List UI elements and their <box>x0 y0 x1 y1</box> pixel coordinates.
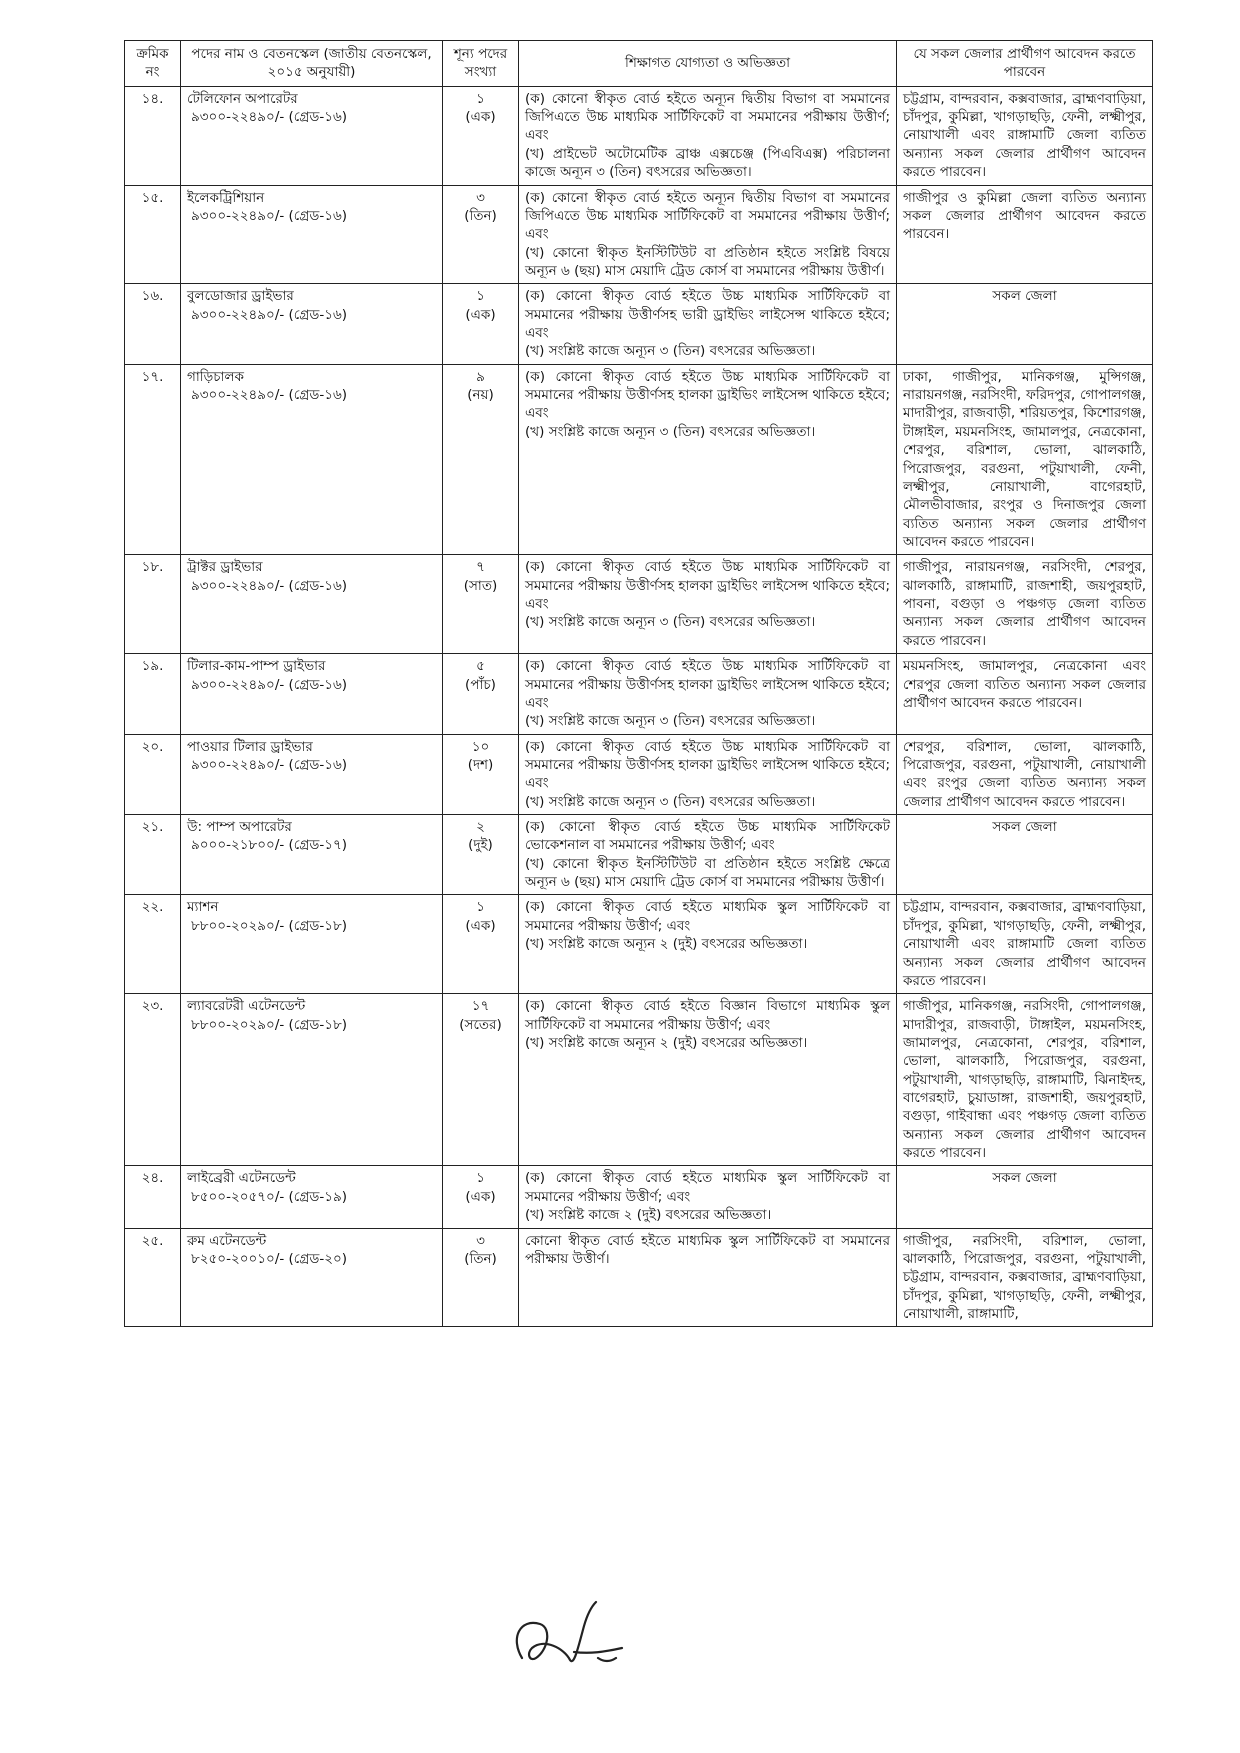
eligible-districts: সকল জেলা <box>897 284 1153 364</box>
vacancy-count: ৩ <box>476 1232 485 1249</box>
post-cell <box>181 1228 443 1327</box>
serial-number: ২৪. <box>125 1166 181 1228</box>
serial-number: ১৪. <box>125 86 181 185</box>
pay-scale: ৯৩০০-২২৪৯০/- (গ্রেড-১৬) <box>191 676 347 693</box>
vacancy-count-cell <box>443 994 519 1166</box>
qualification-cell <box>519 284 897 364</box>
serial-number: ২৩. <box>125 994 181 1166</box>
serial-number: ২২. <box>125 895 181 994</box>
table-row <box>125 1166 1153 1228</box>
eligible-districts: ময়মনসিংহ, জামালপুর, নেত্রকোনা এবং শেরপুর জেলা ব্যতিত অন্যান্য সকল জেলার প্রার্থীগণ আবেদন করতে পারবেন। <box>897 654 1153 734</box>
handwritten-signature-icon <box>500 1588 640 1678</box>
qualification-line: (ক) কোনো স্বীকৃত বোর্ড হইতে উচ্চ মাধ্যমিক সার্টিফিকেট বা সমমানের পরীক্ষায় উত্তীর্ণসহ হালকা ড্রাইভিং লাইসেন্স থাকিতে হইবে; এবং <box>525 559 890 613</box>
post-cell <box>181 815 443 895</box>
vacancy-count-word: (এক) <box>465 917 496 934</box>
vacancy-count: ১০ <box>471 738 490 755</box>
vacancy-count-cell <box>443 734 519 814</box>
vacancy-count: ১ <box>476 288 485 305</box>
header-count: শূন্য পদের সংখ্যা <box>443 41 519 87</box>
qualification-cell <box>519 86 897 185</box>
qualification-cell <box>519 1166 897 1228</box>
table-row <box>125 654 1153 734</box>
serial-number: ২১. <box>125 815 181 895</box>
vacancy-count: ৩ <box>476 189 485 206</box>
post-cell <box>181 86 443 185</box>
vacancy-count-cell <box>443 1228 519 1327</box>
vacancy-count-cell <box>443 815 519 895</box>
vacancy-count: ২ <box>476 819 485 836</box>
qualification-line: (খ) সংশ্লিষ্ট কাজে অন্যূন ৩ (তিন) বৎসরের অভিজ্ঞতা। <box>525 793 816 810</box>
table-row <box>125 185 1153 284</box>
table-row <box>125 1228 1153 1327</box>
pay-scale: ৯৩০০-২২৪৯০/- (গ্রেড-১৬) <box>191 387 347 404</box>
post-cell <box>181 895 443 994</box>
post-cell <box>181 185 443 284</box>
post-name: পাওয়ার টিলার ড্রাইভার <box>187 738 313 755</box>
serial-number: ১৮. <box>125 555 181 654</box>
vacancy-count: ১ <box>476 899 485 916</box>
qualification-cell <box>519 895 897 994</box>
post-name: রুম এটেনডেন্ট <box>187 1232 267 1249</box>
qualification-line: (ক) কোনো স্বীকৃত বোর্ড হইতে উচ্চ মাধ্যমিক সার্টিফিকেট ভোকেশনাল বা সমমানের পরীক্ষায় উত্তীর্ণ; এবং <box>525 819 890 854</box>
post-cell <box>181 364 443 555</box>
eligible-districts: সকল জেলা <box>897 1166 1153 1228</box>
eligible-districts: সকল জেলা <box>897 815 1153 895</box>
eligible-districts: গাজীপুর ও কুমিল্লা জেলা ব্যতিত অন্যান্য সকল জেলার প্রার্থীগণ আবেদন করতে পারবেন। <box>897 185 1153 284</box>
table-row <box>125 994 1153 1166</box>
vacancy-count-cell <box>443 86 519 185</box>
post-cell <box>181 654 443 734</box>
header-sl: ক্রমিক নং <box>125 41 181 87</box>
qualification-line: (খ) প্রাইভেট অটোমেটিক ব্রাঞ্চ এক্সচেঞ্জ (পিএবিএক্স) পরিচালনা কাজে অন্যূন ৩ (তিন) বৎসরের অভিজ্ঞতা। <box>525 145 890 181</box>
vacancy-count-word: (এক) <box>465 1188 496 1205</box>
qualification-cell <box>519 734 897 814</box>
vacancy-count-word: (তিন) <box>464 207 497 224</box>
post-name: গাড়িচালক <box>187 368 244 385</box>
table-body <box>125 86 1153 1327</box>
qualification-line: (ক) কোনো স্বীকৃত বোর্ড হইতে উচ্চ মাধ্যমিক সার্টিফিকেট বা সমমানের পরীক্ষায় উত্তীর্ণসহ হালকা ড্রাইভিং লাইসেন্স থাকিতে হইবে; এবং <box>525 658 890 711</box>
vacancy-table <box>124 40 1153 1327</box>
pay-scale: ৯৩০০-২২৪৯০/- (গ্রেড-১৬) <box>191 306 347 323</box>
post-name: উ: পাম্প অপারেটর <box>187 819 292 836</box>
qualification-line: (ক) কোনো স্বীকৃত বোর্ড হইতে উচ্চ মাধ্যমিক সার্টিফিকেট বা সমমানের পরীক্ষায় উত্তীর্ণসহ হালকা ড্রাইভিং লাইসেন্স থাকিতে হইবে; এবং <box>525 368 890 422</box>
pay-scale: ৯৩০০-২২৪৯০/- (গ্রেড-১৬) <box>191 207 347 224</box>
eligible-districts: চট্টগ্রাম, বান্দরবান, কক্সবাজার, ব্রাহ্মণবাড়িয়া, চাঁদপুর, কুমিল্লা, খাগড়াছড়ি, ফেনী, লক্ষ্মীপুর, নোয়াখালী এবং রাঙ্গামাটি জেলা ব্যতিত অন্যান্য সকল জেলার প্রার্থীগণ আবেদন করতে পারবেন। <box>897 895 1153 994</box>
post-name: লাইব্রেরী এটেনডেন্ট <box>187 1170 296 1187</box>
post-cell <box>181 555 443 654</box>
qualification-cell <box>519 185 897 284</box>
table-row <box>125 86 1153 185</box>
post-cell <box>181 284 443 364</box>
table-row <box>125 364 1153 555</box>
qualification-line: (খ) সংশ্লিষ্ট কাজে অন্যূন ২ (দুই) বৎসরের অভিজ্ঞতা। <box>525 1034 808 1051</box>
qualification-cell <box>519 555 897 654</box>
serial-number: ১৬. <box>125 284 181 364</box>
qualification-line: (খ) সংশ্লিষ্ট কাজে ২ (দুই) বৎসরের অভিজ্ঞতা। <box>525 1207 772 1224</box>
header-district: যে সকল জেলার প্রার্থীগণ আবেদন করতে পারবেন <box>897 41 1153 87</box>
vacancy-count-word: (সাত) <box>463 577 498 594</box>
vacancy-count-word: (তিন) <box>464 1250 497 1267</box>
vacancy-count-cell <box>443 555 519 654</box>
serial-number: ১৯. <box>125 654 181 734</box>
post-name: ম্যাশন <box>187 899 219 916</box>
qualification-line: (ক) কোনো স্বীকৃত বোর্ড হইতে বিজ্ঞান বিভাগে মাধ্যমিক স্কুল সার্টিফিকেট বা সমমানের পরীক্ষায় উত্তীর্ণ; এবং <box>525 998 890 1033</box>
qualification-cell <box>519 1228 897 1327</box>
vacancy-count: ১ <box>476 1170 485 1187</box>
pay-scale: ৯৩০০-২২৪৯০/- (গ্রেড-১৬) <box>191 109 347 126</box>
vacancy-count-cell <box>443 185 519 284</box>
qualification-cell <box>519 994 897 1166</box>
vacancy-count: ৫ <box>476 658 485 675</box>
eligible-districts: গাজীপুর, নরসিংদী, বরিশাল, ভোলা, ঝালকাঠি, পিরোজপুর, বরগুনা, পটুয়াখালী, চট্টগ্রাম, বান্দরবান, কক্সবাজার, ব্রাহ্মণবাড়িয়া, চাঁদপুর, কুমিল্লা, খাগড়াছড়ি, ফেনী, লক্ষ্মীপুর, নোয়াখালী, রাঙ্গামাটি, <box>897 1228 1153 1327</box>
header-post: পদের নাম ও বেতনস্কেল (জাতীয় বেতনস্কেল, ২০১৫ অনুযায়ী) <box>181 41 443 87</box>
vacancy-count-word: (দুই) <box>468 837 493 854</box>
table-row <box>125 284 1153 364</box>
vacancy-count: ৭ <box>476 559 485 576</box>
vacancy-count-cell <box>443 895 519 994</box>
pay-scale: ৯৩০০-২২৪৯০/- (গ্রেড-১৬) <box>191 756 347 773</box>
pay-scale: ৮২৫০-২০০১০/- (গ্রেড-২০) <box>191 1250 348 1267</box>
eligible-districts: চট্টগ্রাম, বান্দরবান, কক্সবাজার, ব্রাহ্মণবাড়িয়া, চাঁদপুর, কুমিল্লা, খাগড়াছড়ি, ফেনী, লক্ষ্মীপুর, নোয়াখালী এবং রাঙ্গামাটি জেলা ব্যতিত অন্যান্য সকল জেলার প্রার্থীগণ আবেদন করতে পারবেন। <box>897 86 1153 185</box>
pay-scale: ৯৩০০-২২৪৯০/- (গ্রেড-১৬) <box>191 577 347 594</box>
qualification-cell <box>519 654 897 734</box>
serial-number: ২০. <box>125 734 181 814</box>
post-cell <box>181 994 443 1166</box>
vacancy-count-word: (পাঁচ) <box>465 676 496 693</box>
qualification-line: (খ) সংশ্লিষ্ট কাজে অন্যূন ৩ (তিন) বৎসরের অভিজ্ঞতা। <box>525 614 816 631</box>
qualification-line: (খ) সংশ্লিষ্ট কাজে অন্যূন ২ (দুই) বৎসরের অভিজ্ঞতা। <box>525 936 808 953</box>
vacancy-count-word: (দশ) <box>467 756 494 773</box>
vacancy-count-word: (সতের) <box>459 1016 502 1033</box>
qualification-cell <box>519 364 897 555</box>
table-header-row <box>125 41 1153 87</box>
pay-scale: ৮৮০০-২০২৯০/- (গ্রেড-১৮) <box>191 917 347 934</box>
qualification-line: (ক) কোনো স্বীকৃত বোর্ড হইতে অন্যূন দ্বিতীয় বিভাগ বা সমমানের জিপিএতে উচ্চ মাধ্যমিক সার্টিফিকেট বা সমমানের পরীক্ষায় উত্তীর্ণ; এবং <box>525 189 890 243</box>
post-name: ইলেকট্রিশিয়ান <box>187 189 265 206</box>
qualification-line: (খ) কোনো স্বীকৃত ইনস্টিটিউট বা প্রতিষ্ঠান হইতে সংশ্লিষ্ট বিষয়ে অন্যূন ৬ (ছয়) মাস মেয়াদি ট্রেড কোর্স বা সমমানের পরীক্ষায় উত্তীর্ণ। <box>525 244 890 279</box>
serial-number: ১৫. <box>125 185 181 284</box>
vacancy-count-cell <box>443 284 519 364</box>
vacancy-count: ১ <box>476 90 485 107</box>
qualification-line: (খ) সংশ্লিষ্ট কাজে অন্যূন ৩ (তিন) বৎসরের অভিজ্ঞতা। <box>525 713 816 730</box>
table-row <box>125 895 1153 994</box>
post-name: ল্যাবরেটরী এটেনডেন্ট <box>187 998 306 1015</box>
vacancy-count-cell <box>443 1166 519 1228</box>
table-row <box>125 555 1153 654</box>
table-row <box>125 815 1153 895</box>
post-name: বুলডোজার ড্রাইভার <box>187 288 294 305</box>
eligible-districts: গাজীপুর, নারায়নগঞ্জ, নরসিংদী, শেরপুর, ঝালকাঠি, রাঙ্গামাটি, রাজশাহী, জয়পুরহাট, পাবনা, বগুড়া ও পঞ্চগড় জেলা ব্যতিত অন্যান্য সকল জেলার প্রার্থীগণ আবেদন করতে পারবেন। <box>897 555 1153 654</box>
vacancy-count: ১৭ <box>471 998 490 1015</box>
table-row <box>125 734 1153 814</box>
qualification-line: কোনো স্বীকৃত বোর্ড হইতে মাধ্যমিক স্কুল সার্টিফিকেট বা সমমানের পরীক্ষায় উত্তীর্ণ। <box>525 1232 890 1267</box>
header-qualification: শিক্ষাগত যোগ্যতা ও অভিজ্ঞতা <box>519 41 897 87</box>
serial-number: ১৭. <box>125 364 181 555</box>
vacancy-count-cell <box>443 364 519 555</box>
qualification-cell <box>519 815 897 895</box>
eligible-districts: ঢাকা, গাজীপুর, মানিকগঞ্জ, মুন্সিগঞ্জ, নারায়নগঞ্জ, নরসিংদী, ফরিদপুর, গোপালগঞ্জ, মাদারীপুর, রাজবাড়ী, শরিয়তপুর, কিশোরগঞ্জ, টাঙ্গাইল, ময়মনসিংহ, জামালপুর, নেত্রকোনা, শেরপুর, বরিশাল, ভোলা, ঝালকাঠি, পিরোজপুর, বরগুনা, পটুয়াখালী, ফেনী, লক্ষ্মীপুর, নোয়াখালী, বাগেরহাট, মৌলভীবাজার, রংপুর ও দিনাজপুর জেলা ব্যতিত অন্যান্য সকল জেলার প্রার্থীগণ আবেদন করতে পারবেন। <box>897 364 1153 555</box>
vacancy-count-word: (নয়) <box>467 387 494 404</box>
qualification-line: (ক) কোনো স্বীকৃত বোর্ড হইতে অন্যূন দ্বিতীয় বিভাগ বা সমমানের জিপিএতে উচ্চ মাধ্যমিক সার্টিফিকেট বা সমমানের পরীক্ষায় উত্তীর্ণ; এবং <box>525 90 890 144</box>
vacancy-count-cell <box>443 654 519 734</box>
eligible-districts: শেরপুর, বরিশাল, ভোলা, ঝালকাঠি, পিরোজপুর, বরগুনা, পটুয়াখালী, নোয়াখালী এবং রংপুর জেলা ব্যতিত অন্যান্য সকল জেলার প্রার্থীগণ আবেদন করতে পারবেন। <box>897 734 1153 814</box>
serial-number: ২৫. <box>125 1228 181 1327</box>
qualification-line: (খ) কোনো স্বীকৃত ইনস্টিটিউট বা প্রতিষ্ঠান হইতে সংশ্লিষ্ট ক্ষেত্রে অন্যূন ৬ (ছয়) মাস মেয়াদি ট্রেড কোর্স বা সমমানের পরীক্ষায় উত্তীর্ণ। <box>525 855 890 891</box>
qualification-line: (ক) কোনো স্বীকৃত বোর্ড হইতে উচ্চ মাধ্যমিক সার্টিফিকেট বা সমমানের পরীক্ষায় উত্তীর্ণসহ হালকা ড্রাইভিং লাইসেন্স থাকিতে হইবে; এবং <box>525 738 890 792</box>
qualification-line: (ক) কোনো স্বীকৃত বোর্ড হইতে মাধ্যমিক স্কুল সার্টিফিকেট বা সমমানের পরীক্ষায় উত্তীর্ণ; এবং <box>525 1170 890 1205</box>
vacancy-count-word: (এক) <box>465 306 496 323</box>
qualification-line: (খ) সংশ্লিষ্ট কাজে অন্যূন ৩ (তিন) বৎসরের অভিজ্ঞতা। <box>525 423 816 440</box>
vacancy-count: ৯ <box>476 368 485 385</box>
post-name: টিলার-কাম-পাম্প ড্রাইভার <box>187 658 326 675</box>
qualification-line: (খ) সংশ্লিষ্ট কাজে অন্যূন ৩ (তিন) বৎসরের অভিজ্ঞতা। <box>525 343 816 360</box>
post-name: ট্রাক্টর ড্রাইভার <box>187 559 263 576</box>
qualification-line: (ক) কোনো স্বীকৃত বোর্ড হইতে মাধ্যমিক স্কুল সার্টিফিকেট বা সমমানের পরীক্ষায় উত্তীর্ণ; এবং <box>525 899 890 934</box>
qualification-line: (ক) কোনো স্বীকৃত বোর্ড হইতে উচ্চ মাধ্যমিক সার্টিফিকেট বা সমমানের পরীক্ষায় উত্তীর্ণসহ ভারী ড্রাইভিং লাইসেন্স থাকিতে হইবে; এবং <box>525 288 890 342</box>
vacancy-count-word: (এক) <box>465 109 496 126</box>
eligible-districts: গাজীপুর, মানিকগঞ্জ, নরসিংদী, গোপালগঞ্জ, মাদারীপুর, রাজবাড়ী, টাঙ্গাইল, ময়মনসিংহ, জামালপুর, নেত্রকোনা, শেরপুর, বরিশাল, ভোলা, ঝালকাঠি, পিরোজপুর, বরগুনা, পটুয়াখালী, খাগড়াছড়ি, রাঙ্গামাটি, ঝিনাইদহ, বাগেরহাট, চুয়াডাঙ্গা, রাজশাহী, জয়পুরহাট, বগুড়া, গাইবান্ধা এবং পঞ্চগড় জেলা ব্যতিত অন্যান্য সকল জেলার প্রার্থীগণ আবেদন করতে পারবেন। <box>897 994 1153 1166</box>
pay-scale: ৮৫০০-২০৫৭০/- (গ্রেড-১৯) <box>191 1188 347 1205</box>
pay-scale: ৯০০০-২১৮০০/- (গ্রেড-১৭) <box>191 837 347 854</box>
post-cell <box>181 1166 443 1228</box>
post-name: টেলিফোন অপারেটর <box>187 90 298 107</box>
post-cell <box>181 734 443 814</box>
pay-scale: ৮৮০০-২০২৯০/- (গ্রেড-১৮) <box>191 1016 347 1033</box>
